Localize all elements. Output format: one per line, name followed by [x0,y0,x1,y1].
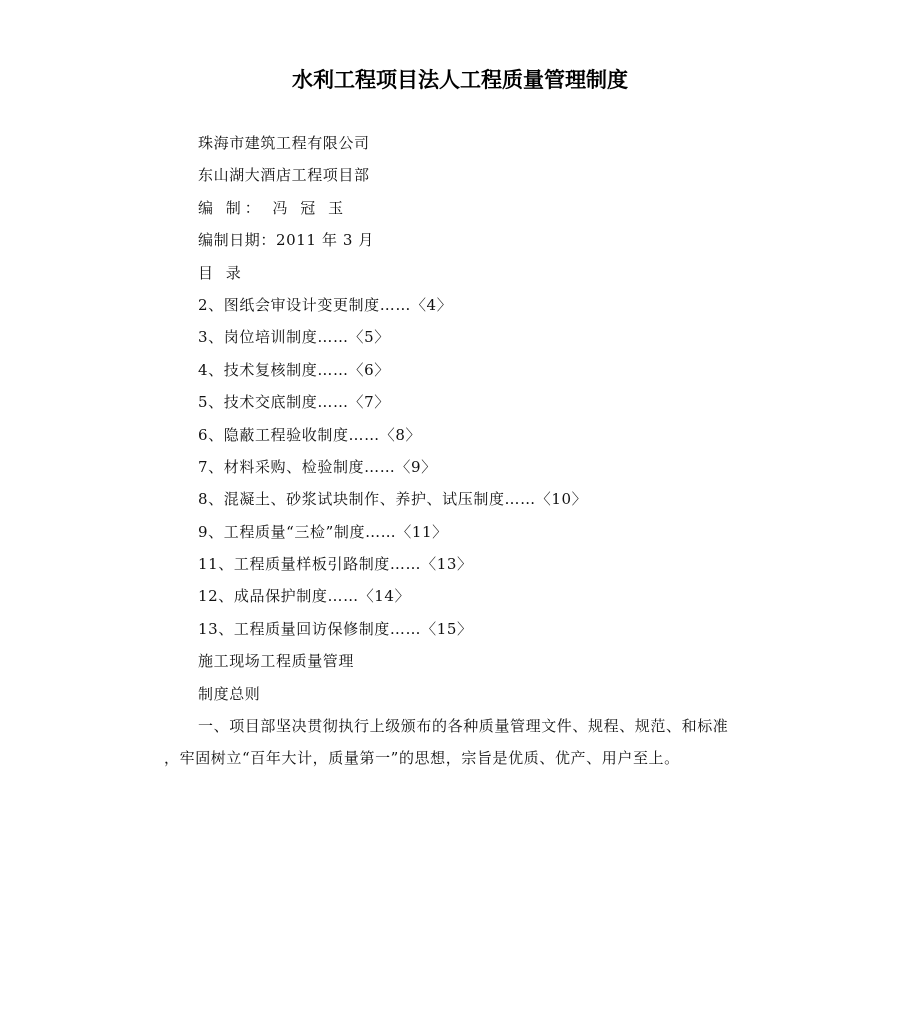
toc-item: 9、工程质量“三检”制度……〈11〉 [198,522,448,541]
toc-item: 12、成品保护制度……〈14〉 [198,587,411,606]
toc-item: 8、混凝土、砂浆试块制作、养护、试压制度……〈10〉 [198,490,588,509]
subsection-heading: 制度总则 [198,684,261,703]
editor-line: 编 制： 冯 冠 玉 [198,198,348,217]
toc-item: 11、工程质量样板引路制度……〈13〉 [198,555,473,574]
date-line: 编制日期：2011 年 3 月 [198,231,375,250]
table-of-contents [164,289,764,645]
section-heading: 施工现场工程质量管理 [198,652,355,671]
toc-item: 6、隐蔽工程验收制度……〈8〉 [198,425,422,444]
toc-item: 7、材料采购、检验制度……〈9〉 [198,457,437,476]
document-body [164,127,764,775]
toc-item: 5、技术交底制度……〈7〉 [198,393,390,412]
toc-item: 2、图纸会审设计变更制度……〈4〉 [198,295,453,314]
toc-item: 3、岗位培训制度……〈5〉 [198,328,390,347]
paragraph-line: ，牢固树立“百年大计，质量第一”的思想，宗旨是优质、优产、用户至上。 [164,749,680,768]
toc-heading: 目 录 [198,263,245,282]
company-name: 珠海市建筑工程有限公司 [198,134,370,152]
toc-item: 4、技术复核制度……〈6〉 [198,360,390,379]
document-title: 水利工程项目法人工程质量管理制度 [292,68,628,92]
paragraph-line: 一、项目部坚决贯彻执行上级颁布的各种质量管理文件、规程、规范、和标准 [198,717,729,736]
toc-item: 13、工程质量回访保修制度……〈15〉 [198,619,473,638]
department-name: 东山湖大酒店工程项目部 [198,166,370,185]
